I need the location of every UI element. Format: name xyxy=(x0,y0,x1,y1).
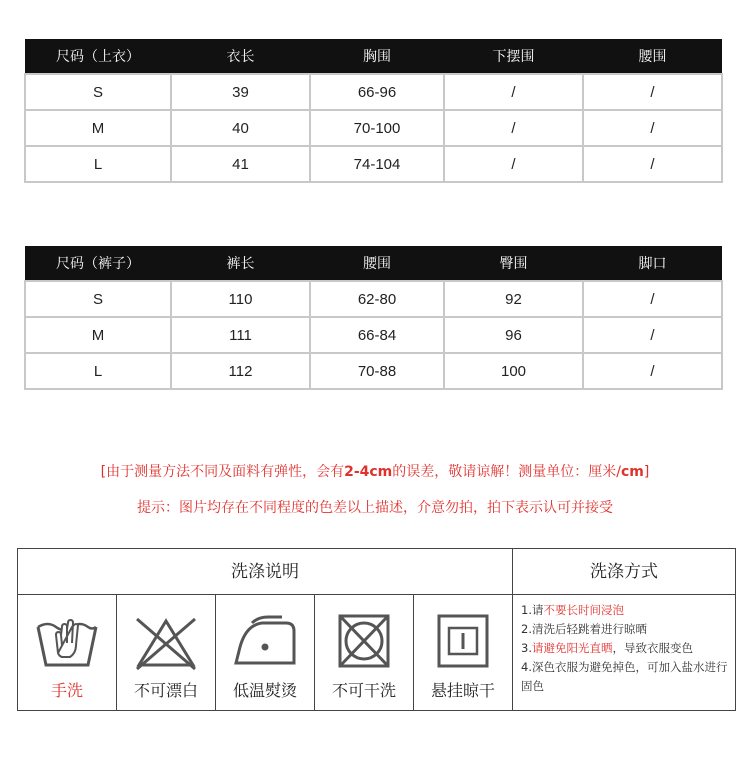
no-tumble-dry-icon xyxy=(331,613,397,671)
care-method-item xyxy=(521,639,733,658)
method-highlight: 不要长时间浸泡 xyxy=(543,603,624,617)
method-text: 3. xyxy=(521,641,532,655)
table-cell: / xyxy=(583,74,722,110)
care-label: 低温熨烫 xyxy=(232,681,297,700)
care-title: 洗涤说明 xyxy=(18,549,513,595)
note-text: ] xyxy=(643,464,650,480)
care-item-hand-wash xyxy=(18,595,117,710)
care-method-title: 洗涤方式 xyxy=(513,549,735,595)
table-cell: 66-84 xyxy=(310,317,444,353)
care-item-low-iron xyxy=(216,595,315,710)
header-cell: 腰围 xyxy=(310,246,444,281)
table-cell: S xyxy=(25,74,171,110)
table-cell: 110 xyxy=(171,281,310,317)
table-row xyxy=(25,110,722,146)
care-method-item: 4.深色衣服为避免掉色，可加入盐水进行固色 xyxy=(521,660,728,693)
care-label: 不可干洗 xyxy=(331,681,396,700)
care-item-hang-dry xyxy=(414,595,512,710)
header-cell: 腰围 xyxy=(583,39,722,74)
care-method-list xyxy=(521,601,733,696)
method-highlight: 请避免阳光直晒 xyxy=(531,641,613,655)
table-cell: / xyxy=(583,146,722,182)
note-unit: cm xyxy=(621,464,644,480)
table-cell: 70-100 xyxy=(310,110,444,146)
table-cell: S xyxy=(25,281,171,317)
care-item-no-bleach xyxy=(117,595,216,710)
header-cell: 脚口 xyxy=(583,246,722,281)
care-label: 悬挂晾干 xyxy=(430,681,495,700)
header-cell: 胸围 xyxy=(310,39,444,74)
table-cell: 40 xyxy=(171,110,310,146)
table-cell: 100 xyxy=(444,353,583,389)
table-row xyxy=(25,317,722,353)
table-cell: 112 xyxy=(171,353,310,389)
table-cell: 41 xyxy=(171,146,310,182)
table-cell: / xyxy=(583,110,722,146)
care-method-item xyxy=(521,601,733,620)
table-cell: 74-104 xyxy=(310,146,444,182)
table-cell: 62-80 xyxy=(310,281,444,317)
hang-dry-icon xyxy=(430,613,496,671)
note-range: 2-4cm xyxy=(344,464,393,480)
top-size-table xyxy=(24,39,723,183)
table-header-row xyxy=(25,39,722,74)
method-text: 1.请 xyxy=(521,603,544,617)
method-text: ，导致衣服变色 xyxy=(612,641,693,655)
hand-wash-icon xyxy=(34,613,100,671)
note-text: 的误差，敬请谅解！测量单位：厘米/ xyxy=(392,464,621,480)
table-cell: L xyxy=(25,146,171,182)
header-cell: 尺码（上衣） xyxy=(25,39,171,74)
table-cell: 39 xyxy=(171,74,310,110)
header-cell: 衣长 xyxy=(171,39,310,74)
table-cell: / xyxy=(444,146,583,182)
care-item-no-dry-clean xyxy=(315,595,414,710)
care-label: 不可漂白 xyxy=(133,681,198,700)
table-row xyxy=(25,146,722,182)
table-cell: / xyxy=(583,353,722,389)
table-cell: M xyxy=(25,317,171,353)
table-cell: M xyxy=(25,110,171,146)
header-cell: 尺码（裤子） xyxy=(25,246,171,281)
table-cell: / xyxy=(444,74,583,110)
table-cell: 92 xyxy=(444,281,583,317)
table-row xyxy=(25,74,722,110)
table-cell: 111 xyxy=(171,317,310,353)
table-cell: / xyxy=(583,281,722,317)
header-cell: 臀围 xyxy=(444,246,583,281)
measurement-note xyxy=(0,461,750,481)
note-text: [由于测量方法不同及面料有弹性，会有 xyxy=(100,464,345,480)
care-icons-row xyxy=(18,595,513,710)
no-bleach-icon xyxy=(133,613,199,671)
header-cell: 裤长 xyxy=(171,246,310,281)
table-row xyxy=(25,281,722,317)
care-label: 手洗 xyxy=(50,681,83,700)
table-cell: 70-88 xyxy=(310,353,444,389)
table-row xyxy=(25,353,722,389)
header-cell: 下摆围 xyxy=(444,39,583,74)
table-cell: / xyxy=(583,317,722,353)
color-tip-note: 提示：图片均存在不同程度的色差以上描述，介意勿拍，拍下表示认可并接受 xyxy=(137,500,613,516)
table-header-row xyxy=(25,246,722,281)
care-method-item: 2.清洗后轻跳着进行晾晒 xyxy=(521,622,647,636)
table-cell: L xyxy=(25,353,171,389)
table-cell: 96 xyxy=(444,317,583,353)
care-instructions xyxy=(17,548,736,711)
low-iron-icon xyxy=(232,613,298,671)
table-cell: 66-96 xyxy=(310,74,444,110)
table-cell: / xyxy=(444,110,583,146)
pants-size-table xyxy=(24,246,723,390)
